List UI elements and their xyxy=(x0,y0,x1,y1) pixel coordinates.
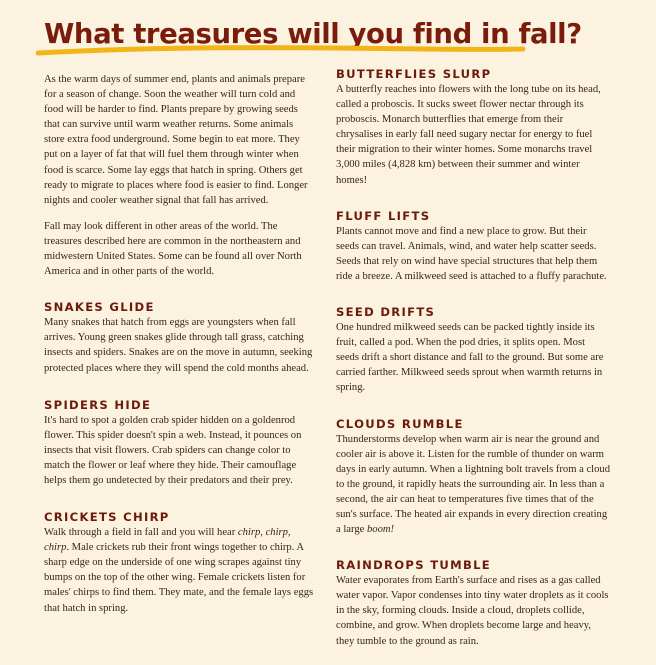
page-title: What treasures will you find in fall? xyxy=(44,18,582,50)
intro-paragraph-2: Fall may look different in other areas of the world. The treasures described here are common in the northeastern and midwestern United States. Some can be found all over North America and in other parts of the world. xyxy=(44,220,302,278)
body-crickets xyxy=(44,525,316,616)
heading-crickets: CRICKETS CHIRP xyxy=(44,510,170,525)
heading-seeds: SEED DRIFTS xyxy=(336,305,436,320)
body-clouds-em: boom! xyxy=(366,524,395,536)
body-clouds xyxy=(336,432,610,538)
body-clouds-a: Thunderstorms develop when warm air is near the ground and cooler air is above it. Listen for the rumble of thunder on warm days in early autumn. When a lightning bolt travels from a cloud to the ground, it rapidly heats the surrounding air. In less than a second, the air can heat to temperatures five times that of the sun's surface. The heated air expands in every direction creating a large xyxy=(336,433,610,536)
body-snakes: Many snakes that hatch from eggs are youngsters when fall arrives. Young green snakes glide through tall grass, catching insects and spiders. Snakes are on the move in autumn, seeking protected places where they will spend the cold months ahead. xyxy=(44,317,313,374)
intro-paragraph-1: As the warm days of summer end, plants and animals prepare for a season of change. Soon the weather will turn cold and food will be harder to find. Plants prepare by growing seeds that can survive until warm weather returns. Some animals store extra food underground. Some begin to eat more. They put on a layer of fat that will fuel them through winter when food is scarce. Some lay eggs that hatch in spring. Others get ready to migrate to places where food is easier to find. Longer nights and cooler weather signal that fall has arrived. xyxy=(44,74,308,206)
heading-clouds: CLOUDS RUMBLE xyxy=(336,416,464,431)
heading-fluff: FLUFF LIFTS xyxy=(336,208,431,223)
body-raindrops: Water evaporates from Earth's surface and rises as a gas called water vapor. Vapor condenses into tiny water droplets as it cools in the sky, forming clouds. Inside a cloud, droplets collide, combine, and grow. When droplets become large and heavy, they tumble to the ground as rain. xyxy=(336,575,609,647)
body-butterflies: A butterfly reaches into flowers with the long tube on its head, called a proboscis. It sucks sweet flower nectar through its proboscis. Monarch butterflies that emerge from their chrysalises in early fall need sugary nectar for energy to fuel their migration to their winter homes. Some monarchs travel 3,000 miles (4,828 km) between their summer and winter homes! xyxy=(336,84,601,186)
right-column xyxy=(336,67,610,660)
title-underline xyxy=(36,44,526,58)
heading-spiders: SPIDERS HIDE xyxy=(44,397,152,412)
heading-snakes: SNAKES GLIDE xyxy=(44,300,155,315)
body-crickets-b: . Male crickets rub their front wings together to chirp. A sharp edge on the underside of one wing scrapes against tiny bumps on the top of the other wing. Female crickets listen for males' chirps to find them. They mate, and the female lays eggs that hatch in spring. xyxy=(44,542,314,614)
body-spiders: It's hard to spot a golden crab spider hidden on a goldenrod flower. This spider doesn't spin a web. Instead, it pounces on insects that visit flowers. Crab spiders can change color to match the flower or leaf where they hide. Their camouflage helps them go undetected by their predators and their prey. xyxy=(44,414,302,486)
body-crickets-a: Walk through a field in fall and you will hear xyxy=(44,527,238,539)
heading-raindrops: RAINDROPS TUMBLE xyxy=(336,558,492,573)
heading-butterflies: BUTTERFLIES SLURP xyxy=(336,67,492,81)
body-fluff: Plants cannot move and find a new place to grow. But their seeds can travel. Animals, wind, and water help scatter seeds. Seeds that rely on wind have special structures that help them ride a breeze. A milkweed seed is attached to a fluffy parachute. xyxy=(336,225,607,282)
left-column xyxy=(44,72,316,627)
body-crickets-em: chirp, chirp, chirp xyxy=(44,527,291,554)
body-seeds: One hundred milkweed seeds can be packed tightly inside its fruit, called a pod. When the pod dries, it splits open. Most seeds drift a short distance and fall to the ground. But some are carried farther. Milkweed seeds sprout when warmth returns in spring. xyxy=(336,322,604,394)
